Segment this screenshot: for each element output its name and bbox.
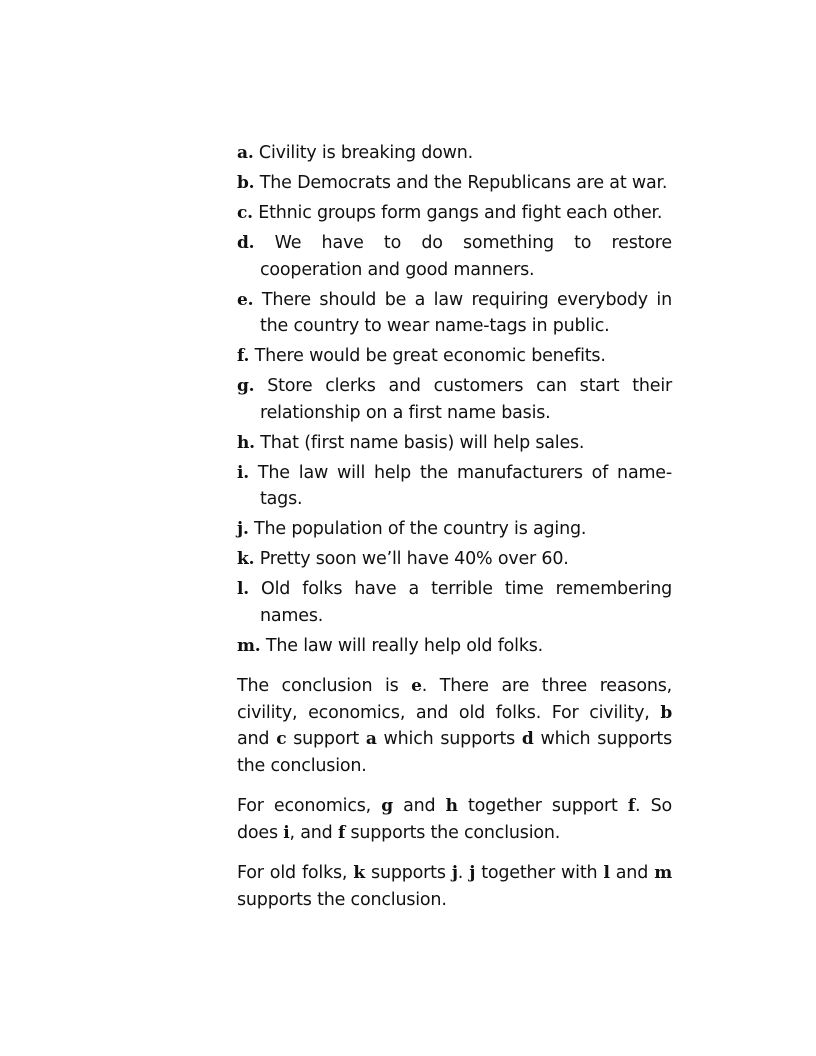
statement-label: c. bbox=[237, 203, 253, 223]
statement-item bbox=[237, 373, 672, 426]
statement-text: Old folks have a terrible time remembering names. bbox=[260, 579, 672, 626]
statement-text: Pretty soon we’ll have 40% over 60. bbox=[259, 549, 569, 569]
statement-text: The law will help the manufacturers of name-tags. bbox=[257, 462, 672, 509]
paragraph-text: supports bbox=[364, 863, 452, 883]
paragraph-text: and bbox=[237, 729, 277, 749]
statement-reference: d bbox=[521, 729, 534, 749]
statement-text: We have to do something to restore cooperation and good manners. bbox=[260, 233, 672, 280]
statement-reference: j bbox=[451, 863, 458, 883]
statement-reference: j bbox=[469, 863, 476, 883]
statement-text: Store clerks and customers can start their relationship on a first name basis. bbox=[260, 376, 672, 423]
statement-text: The law will really help old folks. bbox=[265, 635, 544, 656]
statement-item bbox=[237, 200, 672, 227]
statement-reference: f bbox=[627, 796, 636, 816]
statement-reference: k bbox=[353, 863, 365, 883]
paragraph-text: and bbox=[609, 863, 655, 883]
statement-text: There should be a law requiring everybody in the country to wear name-tags in public. bbox=[260, 289, 672, 336]
statement-label: b. bbox=[237, 173, 255, 193]
statement-label: j. bbox=[237, 519, 249, 539]
statement-reference: g bbox=[381, 796, 393, 816]
statement-reference: l bbox=[603, 863, 610, 883]
paragraph-text: For old folks, bbox=[237, 863, 354, 883]
statement-item bbox=[237, 546, 672, 573]
paragraph-text: . bbox=[457, 863, 470, 883]
statement-label: m. bbox=[237, 635, 261, 656]
statement-label: f. bbox=[237, 346, 250, 366]
paragraph-text: supports the conclusion. bbox=[237, 889, 447, 910]
statement-item bbox=[237, 140, 672, 167]
paragraph-text: For economics, bbox=[237, 796, 382, 816]
statement-label: g. bbox=[237, 376, 255, 396]
paragraph-text: together with bbox=[475, 863, 604, 883]
statement-item bbox=[237, 343, 672, 370]
statement-label: a. bbox=[237, 143, 254, 163]
statement-item bbox=[237, 633, 672, 660]
statement-reference: a bbox=[365, 729, 377, 749]
statement-reference: i bbox=[283, 822, 290, 843]
statement-item bbox=[237, 460, 672, 513]
paragraph-text: which supports the conclusion. bbox=[237, 729, 673, 776]
statement-label: d. bbox=[237, 233, 255, 253]
statement-item bbox=[237, 576, 672, 629]
paragraph-text: and bbox=[392, 796, 446, 816]
statement-text: The population of the country is aging. bbox=[254, 519, 587, 539]
statement-text: Civility is breaking down. bbox=[258, 143, 474, 163]
argument-statement-list bbox=[237, 140, 672, 659]
statement-label: k. bbox=[237, 549, 255, 569]
paragraph-text: The conclusion is bbox=[237, 676, 412, 696]
statement-item bbox=[237, 230, 672, 283]
statement-text: There would be great economic benefits. bbox=[254, 346, 606, 366]
statement-text: That (first name basis) will help sales. bbox=[260, 432, 585, 453]
economics-paragraph bbox=[237, 793, 672, 846]
statement-reference: m bbox=[654, 863, 672, 883]
paragraph-text: which supports bbox=[376, 729, 522, 749]
statement-label: l. bbox=[237, 579, 249, 599]
paragraph-text: support bbox=[286, 729, 366, 749]
statement-reference: h bbox=[445, 796, 458, 816]
statement-label: i. bbox=[237, 462, 249, 483]
statement-reference: c bbox=[276, 729, 287, 749]
statement-item bbox=[237, 430, 672, 457]
statement-reference: e bbox=[411, 676, 422, 696]
statement-text: Ethnic groups form gangs and fight each other. bbox=[258, 203, 663, 223]
statement-item bbox=[237, 170, 672, 197]
statement-reference: f bbox=[337, 822, 346, 843]
paragraph-text: supports the conclusion. bbox=[345, 822, 561, 843]
statement-reference: b bbox=[660, 702, 672, 723]
paragraph-text: . There are three reasons, civility, economics, and old folks. For civility, bbox=[237, 676, 672, 723]
statement-label: h. bbox=[237, 432, 255, 453]
statement-item bbox=[237, 516, 672, 543]
conclusion-paragraph bbox=[237, 673, 672, 779]
document-page bbox=[237, 140, 672, 913]
paragraph-text: , and bbox=[289, 822, 338, 843]
statement-text: The Democrats and the Republicans are at war. bbox=[259, 173, 668, 193]
old-folks-paragraph bbox=[237, 860, 672, 913]
statement-label: e. bbox=[237, 289, 254, 310]
paragraph-text: . So does bbox=[237, 796, 672, 843]
paragraph-text: together support bbox=[457, 796, 628, 816]
statement-item bbox=[237, 287, 672, 340]
